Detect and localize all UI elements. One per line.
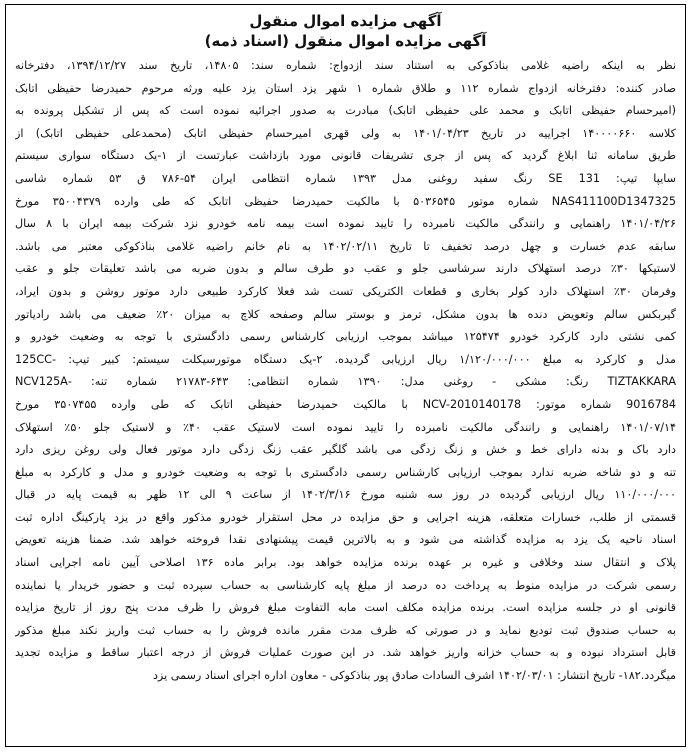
notice-body	[15, 55, 676, 688]
body-line: کمی نشتی دارد کارکرد خودرو ۱۲۵۴۷۴ میباشد بموجب ارزیابی کارشناس رسمی دادگستری با توجه به وضعیت خودرو و	[15, 330, 676, 344]
body-line: قسمتی از طلب، خسارات متعلقه، هزینه اجرایی و حق مزایده در محل استقرار خودرو مذکور واقع در یزد پارکینگ اداره ثبت	[15, 510, 676, 524]
body-line: لاستیکها ۳۰٪ درصد استهلاک دارند سرشاسی جلو و عقب دو طرف سالم و بدون ضربه می باشد تعلیقات جلو و عقب	[15, 262, 676, 276]
body-line: به حساب صندوق ثبت تودیع نماید و در صورتی که ظرف مدت مقرر مانده فروش را به حساب ثبت واریز نکند مبلغ مذکور	[15, 623, 676, 637]
body-line: نظر به اینکه راضیه غلامی بناذکوکی به استناد سند ازدواج: شماره سند: ۱۴۸۰۵، تاریخ سند ۱۳۹۴/۱۲/۲۷، دفترخانه	[15, 59, 676, 72]
body-line: گیربکس سالم وتعویض دنده ها بدون مشکل، ترمز و بوستر سالم وصفحه کلاچ به میزان ۲۰٪ ضعیف می باشد رادیاتور	[15, 307, 676, 321]
body-line: ۱۴۰۱/۰۴/۲۶ راهنمایی و رانندگی مالکیت نامبرده را تایید نموده است بیمه نامه خودرو نزد شرکت بیمه ایران با ۸ سال	[15, 217, 676, 231]
body-line: NAS411100D1347325 شماره موتور ۵۰۳۶۵۴۵ با مالکیت حمیدرضا حفیظی اتابک که طی وارده ۳۵۰۰۴۳۷۹ مورخ	[15, 194, 676, 208]
body-line: سابقه عدم خسارت و چهل درصد تخفیف تا تاریخ ۱۴۰۲/۰۲/۱۱ به نام خانم راضیه غلامی بناذکوکی معتبر می باشد.	[15, 239, 676, 253]
body-line: رسمی شرکت در مزایده منوط به پرداخت ده درصد از مبلغ پایه کارشناسی به حساب سپرده ثبت و حضور خریدار یا نماینده	[15, 578, 676, 592]
body-line: دارد باک و بدنه دارای خط و خش و زنگ زدگی می باشد گلگیر عقب زنگ زدگی دارد موتور فعال ولی روغن ریزی دارد	[15, 443, 676, 457]
body-line: وفرمان ۳۰٪ استهلاک دارد کولر بخاری و قطعات الکتریکی تست شد فعلا کارکرد طبیعی دارد موتور روشن و بدون ایراد،	[15, 284, 676, 298]
body-line: ۱۱۰/۰۰۰/۰۰۰ ریال ارزیابی گردیده در روز سه شنبه مورخ ۱۴۰۲/۳/۱۶ از ساعت ۹ الی ۱۲ ظهر به قیمت پایه در قبال	[15, 488, 676, 502]
body-line: (امیرحسام حفیظی اتابک و محمد علی حفیظی اتابک) مبادرت به صدور اجرائیه نموده است که پس از تشکیل پرونده به	[15, 104, 676, 118]
body-line: سایپا تیپ: SE 131 رنگ سفید روغنی مدل ۱۳۹۳ شماره انتظامی ایران ۵۴-۷۸۶ ق ۵۳ شماره شاسی	[15, 171, 676, 185]
body-line: مدل و کارکرد به مبلغ ۱/۱۲۰/۰۰۰/۰۰۰ ریال ارزیابی گردیده. ۲-یک دستگاه موتورسیکلت سیستم: کبیر تیپ: -125CC	[15, 352, 676, 366]
auction-notice	[5, 4, 686, 747]
body-line: قانونی او در جلسه مزایده است. برنده مزایده مکلف است مابه التفاوت مبلغ فروش را ظرف مدت پنج روز از تاریخ مزایده	[15, 601, 676, 615]
body-line: TIZTAKKARA رنگ: مشکی - روغنی مدل: ۱۳۹۰ شماره انتظامی: ۶۴۳-۲۱۷۸۳ شماره تنه: -NCV125A	[15, 375, 676, 389]
body-line: ۱۴۰۱/۰۷/۱۴ راهنمایی و رانندگی مالکیت نامبرده را تایید نموده است لاستیک عقب ۴۰٪ و لاستیک جلو ۵۰٪ استهلاک	[15, 420, 676, 434]
body-line: صادر کننده: دفترخانه ازدواج شماره ۱۱۲ و طلاق شماره ۱ شهر یزد استان یزد علیه ورثه مرحوم حمیدرضا حفیظی اتابک	[15, 81, 676, 95]
body-line-signature: میگردد.۱۸۲- تاریخ انتشار: ۱۴۰۲/۰۳/۰۱ اشرف السادات صادق پور بناذکوکی - معاون اداره اجرای اسناد رسمی یزد	[152, 669, 676, 683]
body-line: کلاسه ۱۴۰۰۰۰۶۶۰ اجراییه در تاریخ ۱۴۰۱/۰۴/۲۳ به ولی قهری امیرحسام حفیظی اتابک (محمدعلی حفیظی اتابک) از	[15, 126, 676, 140]
body-line: پلاک و انتقال سند وخلافی و غیره بر عهده برنده مزایده خواهد بود. برابر ماده ۱۳۶ اصلاحی آیین نامه اجرایی اسناد	[15, 556, 676, 570]
body-line: طریق سامانه ثنا ابلاغ گردید که پس از جری تشریفات قانونی مورد بازداشت عبارتست از ۱-یک دستگاه سواری سیستم	[15, 149, 676, 163]
notice-title: آگهی مزایده اموال منقول	[249, 12, 442, 30]
body-line: 9016784 شماره موتور: NCV-2010140178 با مالکیت حمیدرضا حفیظی اتابک که طی وارده ۳۵۰۷۴۵۵ مورخ	[15, 397, 676, 411]
notice-subtitle: آگهی مزایده اموال منقول (اسناد ذمه)	[204, 32, 487, 50]
body-line: تنه و دو شاخه ضربه ندارد بموجب ارزیابی کارشناس رسمی دادگستری با توجه به وضعیت خودرو و مدل و کارکرد به مبلغ	[15, 465, 676, 479]
body-line: قابل استرداد نبوده و به حساب خزانه واریز خواهد شد. در این صورت عملیات فروش از درجه اعتبار ساقط و مزایده تجدید	[15, 646, 676, 660]
body-line: اسناد ناحیه یک یزد به مزایده گذاشته می شود و به بالاترین قیمت پیشنهادی نقدا فروخته خواهد شد. ضمنا هزینه تعویض	[15, 533, 676, 547]
